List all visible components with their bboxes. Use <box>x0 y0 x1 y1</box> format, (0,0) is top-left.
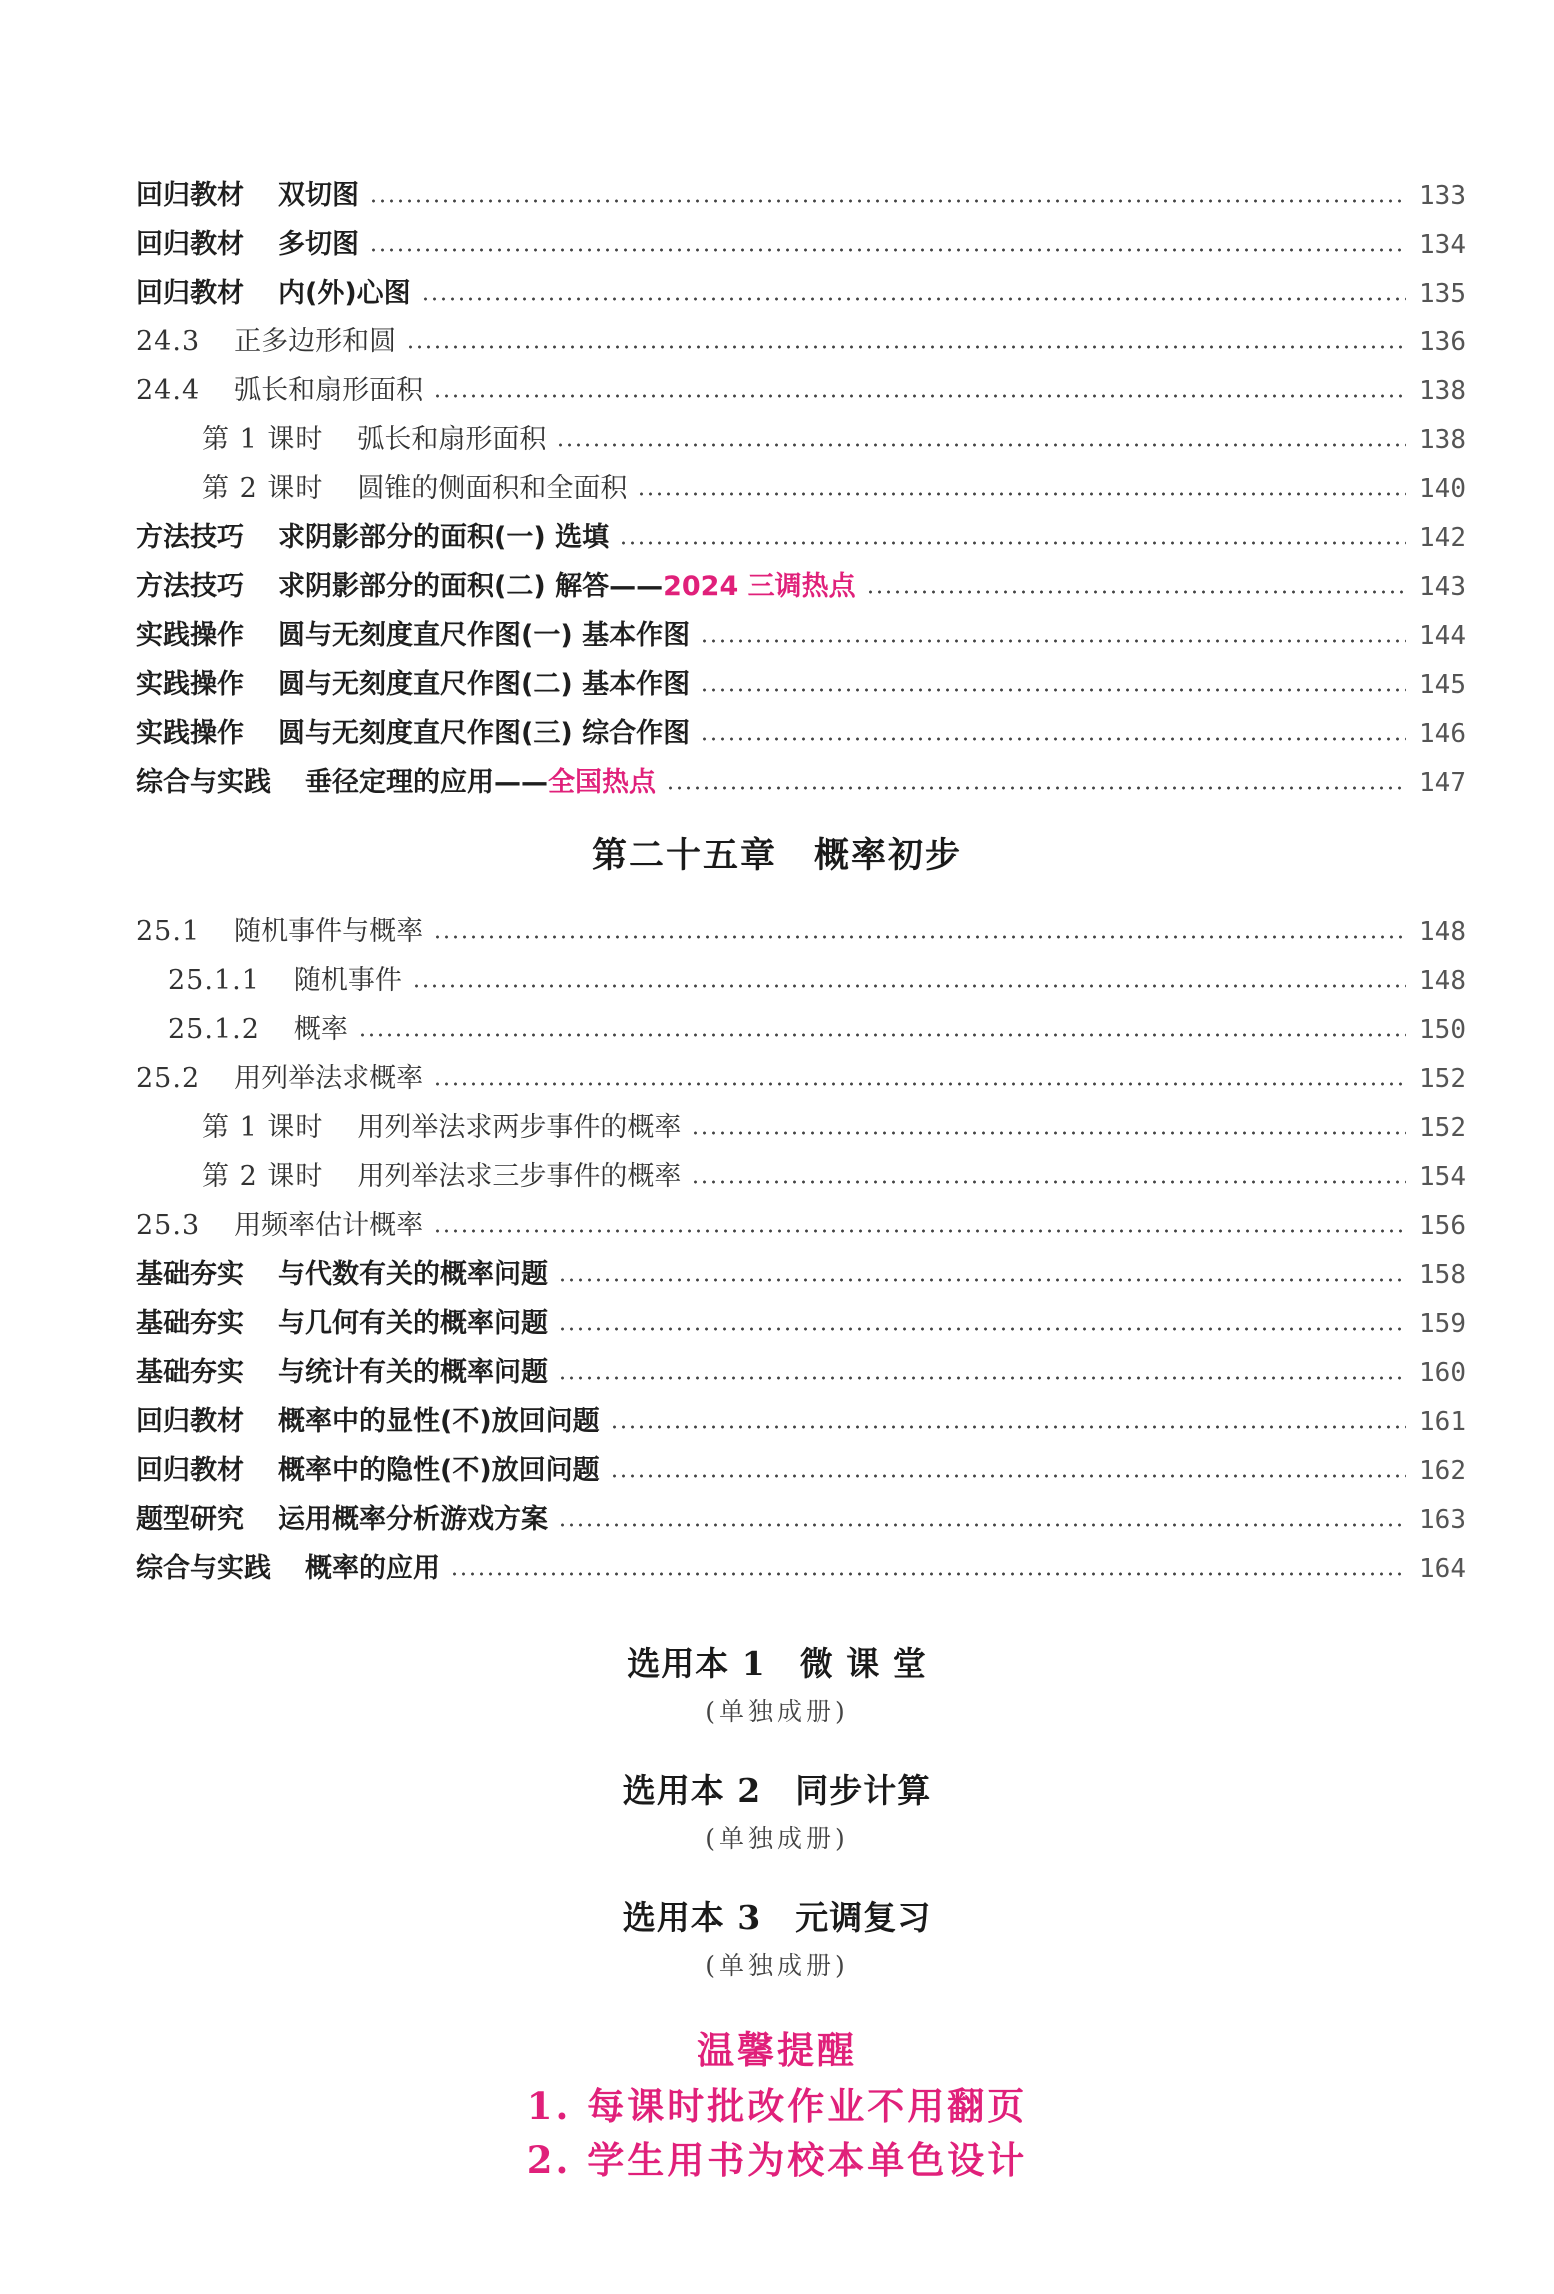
leader-dots <box>369 199 1406 203</box>
toc-row[interactable] <box>136 1006 1466 1054</box>
leader-dots <box>866 590 1406 594</box>
toc-row[interactable] <box>136 221 1466 269</box>
hot-label: 2024 三调热点 <box>663 571 856 602</box>
toc-row[interactable] <box>136 1251 1466 1299</box>
toc-page-number: 140 <box>1419 474 1466 504</box>
section-number: 25.1 <box>136 916 201 947</box>
lesson-label: 第 1 课时 <box>202 424 324 455</box>
section-number: 25.3 <box>136 1210 201 1241</box>
toc-page-number: 158 <box>1419 1260 1466 1290</box>
leader-dots <box>421 297 1406 301</box>
section-number: 24.4 <box>136 375 201 406</box>
toc-page-number: 161 <box>1419 1407 1466 1437</box>
toc-title: 圆锥的侧面积和全面积 <box>357 473 628 504</box>
toc-page-number: 163 <box>1419 1505 1466 1535</box>
toc-title: 多切图 <box>278 229 359 260</box>
toc-row[interactable] <box>136 612 1466 660</box>
toc-title: 求阴影部分的面积(二) 解答—— <box>278 571 664 602</box>
toc-page-number: 147 <box>1419 768 1466 798</box>
toc-title: 圆与无刻度直尺作图(二) 基本作图 <box>278 669 691 700</box>
leader-dots <box>412 984 1406 988</box>
toc-title: 概率中的隐性(不)放回问题 <box>278 1455 600 1486</box>
section-number: 25.2 <box>136 1063 201 1094</box>
leader-dots <box>433 394 1406 398</box>
toc-title: 与统计有关的概率问题 <box>278 1357 548 1388</box>
optional-book-title: 选用本 1 微 课 堂 <box>627 1644 927 1683</box>
toc-title: 概率的应用 <box>305 1553 440 1584</box>
toc-page-number: 152 <box>1419 1064 1466 1094</box>
toc-row[interactable] <box>136 759 1466 807</box>
leader-dots <box>433 1082 1406 1086</box>
leader-dots <box>610 1474 1406 1478</box>
toc-row[interactable] <box>136 1202 1466 1250</box>
leader-dots <box>406 345 1406 349</box>
toc-category: 方法技巧 <box>136 571 244 602</box>
optional-book-title: 选用本 2 同步计算 <box>622 1771 932 1810</box>
toc-category: 实践操作 <box>136 669 244 700</box>
leader-dots <box>558 1523 1406 1527</box>
toc-title: 用列举法求三步事件的概率 <box>357 1161 682 1192</box>
toc-title: 正多边形和圆 <box>234 326 397 357</box>
toc-title: 双切图 <box>278 180 359 211</box>
leader-dots <box>556 443 1406 447</box>
toc-row[interactable] <box>136 318 1466 366</box>
reminder-item: 1. 每课时批改作业不用翻页 <box>526 2084 1028 2128</box>
toc-title: 用频率估计概率 <box>234 1210 424 1241</box>
leader-dots <box>558 1376 1406 1380</box>
toc-page-number: 152 <box>1419 1113 1466 1143</box>
leader-dots <box>433 1229 1406 1233</box>
toc-row[interactable] <box>136 563 1466 611</box>
toc-title: 随机事件与概率 <box>234 916 424 947</box>
section-number: 25.1.1 <box>168 965 260 996</box>
toc-page-number: 148 <box>1419 917 1466 947</box>
toc-category: 基础夯实 <box>136 1259 244 1290</box>
toc-category: 回归教材 <box>136 180 244 211</box>
toc-row[interactable] <box>136 172 1466 220</box>
toc-page-number: 156 <box>1419 1211 1466 1241</box>
toc-title: 内(外)心图 <box>278 278 411 309</box>
toc-category: 回归教材 <box>136 1455 244 1486</box>
leader-dots <box>433 935 1406 939</box>
leader-dots <box>450 1572 1406 1576</box>
toc-row[interactable] <box>136 710 1466 758</box>
toc-row[interactable] <box>136 367 1466 415</box>
reminder-item: 2. 学生用书为校本单色设计 <box>526 2138 1028 2182</box>
toc-page-number: 162 <box>1419 1456 1466 1486</box>
toc-row[interactable] <box>136 1496 1466 1544</box>
toc-row[interactable] <box>136 1447 1466 1495</box>
toc-title: 用列举法求概率 <box>234 1063 424 1094</box>
toc-category: 实践操作 <box>136 620 244 651</box>
leader-dots <box>369 248 1406 252</box>
lesson-label: 第 2 课时 <box>202 1161 324 1192</box>
toc-row[interactable] <box>136 270 1466 318</box>
leader-dots <box>700 639 1406 643</box>
toc-page-number: 135 <box>1419 279 1466 309</box>
toc-category: 综合与实践 <box>136 767 271 798</box>
toc-title: 圆与无刻度直尺作图(一) 基本作图 <box>278 620 691 651</box>
toc-page-number: 136 <box>1419 327 1466 357</box>
toc-title: 圆与无刻度直尺作图(三) 综合作图 <box>278 718 691 749</box>
toc-title: 与代数有关的概率问题 <box>278 1259 548 1290</box>
leader-dots <box>558 1327 1406 1331</box>
leader-dots <box>358 1033 1406 1037</box>
optional-book-note: (单独成册) <box>705 1824 849 1853</box>
toc-page-number: 133 <box>1419 181 1466 211</box>
toc-page-number: 150 <box>1419 1015 1466 1045</box>
toc-row[interactable] <box>136 1300 1466 1348</box>
leader-dots <box>558 1278 1406 1282</box>
toc-category: 回归教材 <box>136 1406 244 1437</box>
leader-dots <box>610 1425 1406 1429</box>
leader-dots <box>691 1131 1406 1135</box>
toc-row[interactable] <box>136 1055 1466 1103</box>
toc-page-number: 159 <box>1419 1309 1466 1339</box>
toc-row[interactable] <box>136 1398 1466 1446</box>
toc-category: 基础夯实 <box>136 1308 244 1339</box>
toc-page-number: 148 <box>1419 966 1466 996</box>
toc-category: 回归教材 <box>136 229 244 260</box>
optional-book-note: (单独成册) <box>705 1697 849 1726</box>
toc-row[interactable] <box>136 1104 1466 1152</box>
section-number: 25.1.2 <box>168 1014 260 1045</box>
toc-category: 方法技巧 <box>136 522 244 553</box>
toc-title: 概率 <box>293 1014 348 1045</box>
toc-page-number: 143 <box>1419 572 1466 602</box>
toc-row[interactable] <box>136 1349 1466 1397</box>
lesson-label: 第 2 课时 <box>202 473 324 504</box>
toc-row[interactable] <box>136 908 1466 956</box>
toc-category: 回归教材 <box>136 278 244 309</box>
toc-page-number: 164 <box>1419 1554 1466 1584</box>
toc-title: 弧长和扇形面积 <box>357 424 547 455</box>
chapter-title: 第二十五章 概率初步 <box>591 835 962 876</box>
toc-category: 实践操作 <box>136 718 244 749</box>
toc-title: 运用概率分析游戏方案 <box>278 1504 548 1535</box>
leader-dots <box>666 786 1406 790</box>
toc-page-number: 160 <box>1419 1358 1466 1388</box>
toc-page-number: 146 <box>1419 719 1466 749</box>
toc-category: 题型研究 <box>136 1504 244 1535</box>
toc-row[interactable] <box>136 416 1466 464</box>
toc-row[interactable] <box>136 1153 1466 1201</box>
lesson-label: 第 1 课时 <box>202 1112 324 1143</box>
leader-dots <box>691 1180 1406 1184</box>
toc-page-number: 144 <box>1419 621 1466 651</box>
toc-title: 随机事件 <box>293 965 402 996</box>
toc-category: 综合与实践 <box>136 1553 271 1584</box>
toc-row[interactable] <box>136 1545 1466 1593</box>
toc-title: 求阴影部分的面积(一) 选填 <box>278 522 610 553</box>
leader-dots <box>700 737 1406 741</box>
toc-title: 与几何有关的概率问题 <box>278 1308 548 1339</box>
toc-row[interactable] <box>136 661 1466 709</box>
toc-page-number: 142 <box>1419 523 1466 553</box>
section-number: 24.3 <box>136 326 201 357</box>
toc-row[interactable] <box>136 465 1466 513</box>
toc-title: 用列举法求两步事件的概率 <box>357 1112 682 1143</box>
toc-page-number: 134 <box>1419 230 1466 260</box>
optional-book-note: (单独成册) <box>705 1951 849 1980</box>
toc-page-number: 138 <box>1419 425 1466 455</box>
toc-page-number: 154 <box>1419 1162 1466 1192</box>
reminder-heading: 温馨提醒 <box>697 2028 857 2072</box>
hot-label: 全国热点 <box>548 767 656 798</box>
toc-row[interactable] <box>136 957 1466 1005</box>
toc-row[interactable] <box>136 514 1466 562</box>
toc-title: 概率中的显性(不)放回问题 <box>278 1406 600 1437</box>
leader-dots <box>637 492 1406 496</box>
toc-page-number: 145 <box>1419 670 1466 700</box>
toc-title: 垂径定理的应用—— <box>305 767 548 798</box>
toc-title: 弧长和扇形面积 <box>234 375 424 406</box>
leader-dots <box>619 541 1406 545</box>
toc-category: 基础夯实 <box>136 1357 244 1388</box>
toc-page-number: 138 <box>1419 376 1466 406</box>
leader-dots <box>700 688 1406 692</box>
optional-book-title: 选用本 3 元调复习 <box>622 1898 932 1937</box>
